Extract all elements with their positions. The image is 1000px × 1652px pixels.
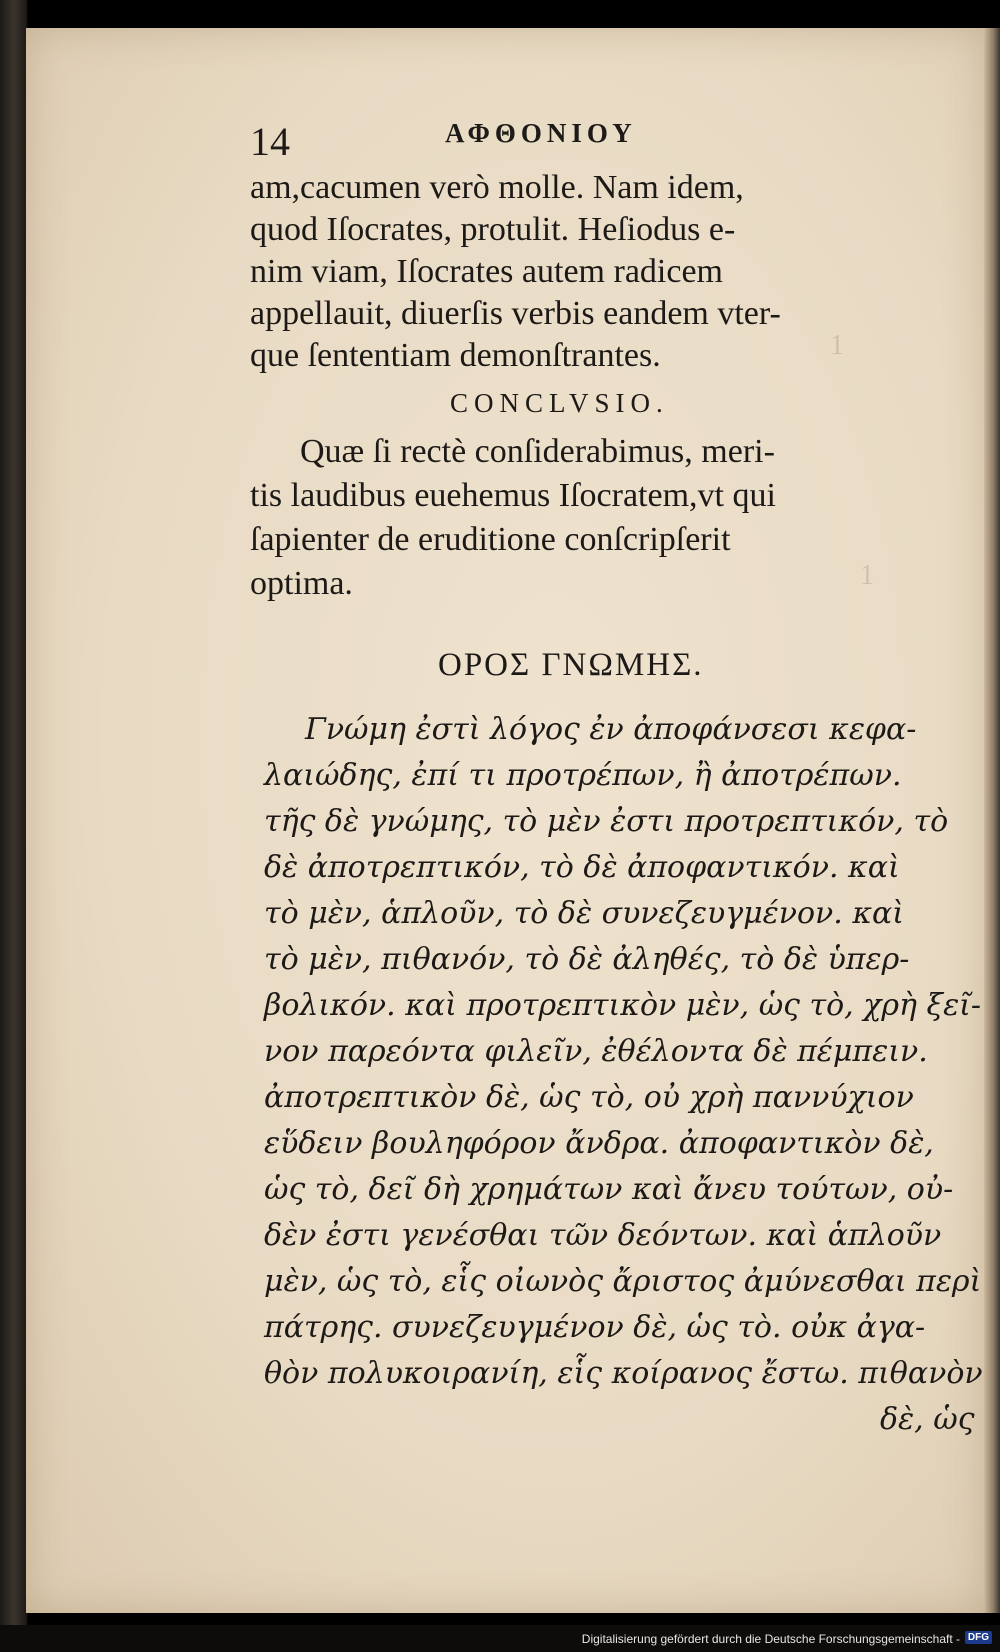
running-head: ΑΦΘΟΝΙΟΥ: [445, 118, 637, 148]
greek-line: νον παρεόντα φιλεῖν, ἐθέλοντα δὲ πέμπειν.: [264, 1034, 928, 1069]
section-heading-conclusio: CONCLVSIO.: [450, 388, 669, 418]
page-number: 14: [250, 119, 290, 164]
latin-line: am,cacumen verò molle. Nam idem,: [250, 169, 744, 206]
greek-line: ὡς τὸ, δεῖ δὴ χρημάτων καὶ ἄνευ τούτων, οὐ-: [264, 1172, 954, 1207]
footer-credit: Digitalisierung gefördert durch die Deutsche Forschungsgemeinschaft -: [581, 1632, 960, 1646]
greek-line: Γνώμη ἐστὶ λόγος ἐν ἀποφάνσεσι κεφα-: [305, 712, 917, 747]
conclusio-line: ſapienter de eruditione conſcripſerit: [250, 521, 731, 558]
page-edge: [984, 28, 1000, 1613]
latin-line: appellauit, diuerſis verbis eandem vter-: [250, 295, 781, 332]
greek-line: εὕδειν βουληφόρον ἄνδρα. ἀποφαντικὸν δὲ,: [264, 1126, 934, 1161]
greek-line: βολικόν. καὶ προτρεπτικὸν μὲν, ὡς τὸ, χρὴ ξεῖ-: [264, 988, 982, 1023]
show-through-text: 1: [860, 560, 874, 591]
conclusio-line: optima.: [250, 565, 353, 602]
greek-line: μὲν, ὡς τὸ, εἷς οἰωνὸς ἄριστος ἀμύνεσθαι περὶ: [264, 1264, 982, 1299]
greek-line: τὸ μὲν, ἁπλοῦν, τὸ δὲ συνεζευγμένον. καὶ: [264, 896, 905, 931]
show-through-text: 1: [830, 330, 844, 361]
conclusio-line: tis laudibus euehemus Iſocratem,vt qui: [250, 477, 776, 514]
latin-line: quod Iſocrates, protulit. Heſiodus e-: [250, 211, 736, 248]
greek-line-catchword: δὲ, ὡς: [880, 1402, 975, 1437]
greek-line: θὸν πολυκοιρανίη, εἷς κοίρανος ἔστω. πιθανὸν: [264, 1356, 983, 1391]
greek-line: δὲ ἀποτρεπτικόν, τὸ δὲ ἀποφαντικόν. καὶ: [264, 850, 900, 885]
greek-line: ἀποτρεπτικὸν δὲ, ὡς τὸ, οὐ χρὴ παννύχιον: [264, 1080, 914, 1115]
latin-line: que ſententiam demonſtrantes.: [250, 337, 661, 374]
greek-line: δὲν ἐστι γενέσθαι τῶν δεόντων. καὶ ἁπλοῦν: [264, 1218, 942, 1253]
greek-line: λαιώδης, ἐπί τι προτρέπων, ἢ ἀποτρέπων.: [264, 758, 902, 793]
greek-line: τὸ μὲν, πιθανόν, τὸ δὲ ἀληθές, τὸ δὲ ὑπερ-: [264, 942, 910, 977]
latin-line: nim viam, Iſocrates autem radicem: [250, 253, 723, 290]
conclusio-line: Quæ ſi rectè conſiderabimus, meri-: [300, 433, 775, 470]
dfg-logo: DFG: [965, 1631, 992, 1644]
greek-line: τῆς δὲ γνώμης, τὸ μὲν ἐστι προτρεπτικόν, τὸ: [264, 804, 949, 839]
greek-line: πάτρης. συνεζευγμένον δὲ, ὡς τὸ. οὐκ ἀγα-: [264, 1310, 926, 1345]
section-heading-greek: ΟΡΟΣ ΓΝΩΜΗΣ.: [438, 647, 704, 683]
